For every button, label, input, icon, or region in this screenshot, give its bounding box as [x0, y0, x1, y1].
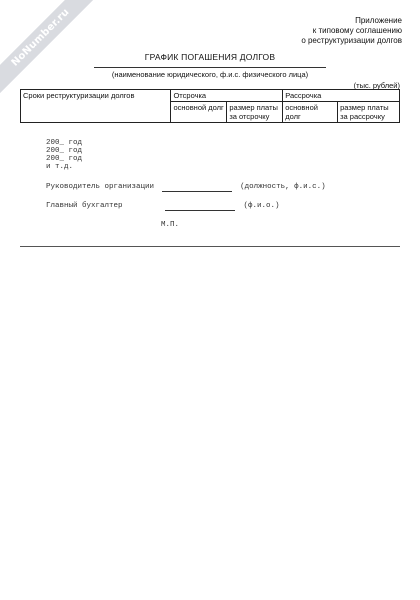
name-caption: (наименование юридического, ф.и.с. физического лица) — [111, 70, 309, 79]
bottom-divider — [20, 246, 400, 247]
head-signature-line — [162, 183, 232, 192]
schedule-table — [20, 89, 400, 123]
appendix-note — [301, 16, 402, 46]
year-row: и т.д. — [46, 163, 74, 171]
head-signature-row — [46, 183, 326, 192]
head-label: Руководитель организации — [46, 183, 155, 191]
header-terms: Сроки реструктуризации долгов — [21, 90, 171, 123]
subheader-principal-installment: основной долг — [283, 102, 338, 123]
head-caption: (должность, ф.и.с.) — [240, 183, 326, 191]
subheader-principal-deferral: основной долг — [171, 102, 227, 123]
document-title: ГРАФИК ПОГАШЕНИЯ ДОЛГОВ — [144, 52, 276, 62]
seal-mark: М.П. — [161, 221, 180, 229]
header-installment: Рассрочка — [283, 90, 400, 102]
year-row: 200_ год — [46, 139, 83, 147]
watermark-ribbon: NoNumber.ru — [0, 0, 101, 98]
appendix-line: к типовому соглашению — [312, 26, 402, 35]
appendix-line: о реструктуризации долгов — [301, 36, 402, 45]
year-row: 200_ год — [46, 155, 83, 163]
subheader-fee-deferral: размер платы за отсрочку — [227, 102, 283, 123]
appendix-line: Приложение — [355, 16, 402, 25]
accountant-signature-row — [46, 202, 280, 211]
accountant-signature-line — [165, 202, 235, 211]
accountant-label: Главный бухгалтер — [46, 202, 123, 210]
year-row: 200_ год — [46, 147, 83, 155]
subheader-fee-installment: размер платы за рассрочку — [338, 102, 400, 123]
name-underline — [94, 67, 326, 68]
accountant-caption: (ф.и.о.) — [243, 202, 280, 210]
header-deferral: Отсрочка — [171, 90, 283, 102]
units-label: (тыс. рублей) — [353, 81, 400, 90]
years-list — [46, 139, 82, 171]
